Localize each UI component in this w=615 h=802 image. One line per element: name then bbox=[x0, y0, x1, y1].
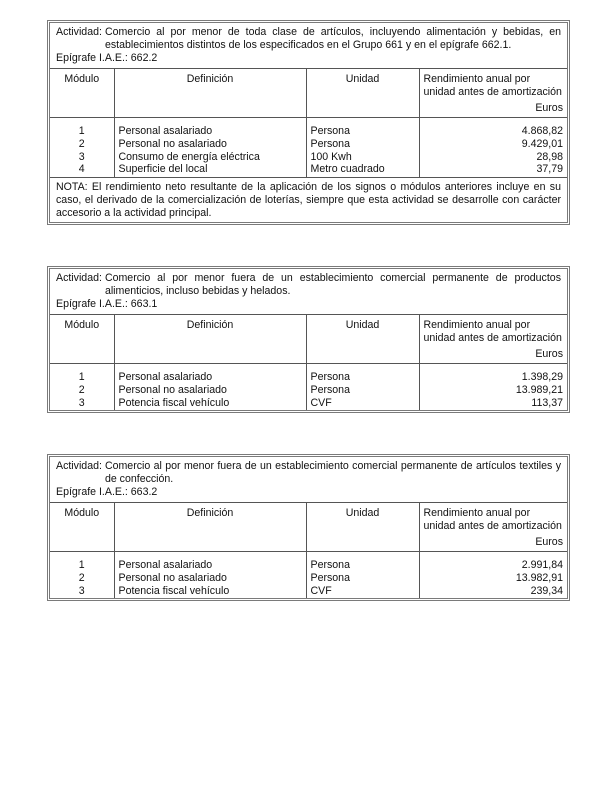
unidad-cell: 100 Kwh bbox=[306, 151, 419, 164]
rendimiento-label: Rendimiento anual por unidad antes de amortización bbox=[423, 319, 562, 344]
euros-label: Euros bbox=[535, 348, 563, 360]
table-row bbox=[50, 572, 567, 585]
valor-cell: 13.989,21 bbox=[515, 383, 563, 396]
table-row bbox=[50, 585, 567, 599]
modulo-cell: 3 bbox=[50, 585, 114, 599]
definicion-cell: Potencia fiscal vehículo bbox=[114, 397, 306, 411]
header-definicion: Definición bbox=[114, 69, 306, 118]
actividad-text: Comercio al por menor de toda clase de artículos, incluyendo alimentación y bebidas, en establecimientos distintos de los especificados en el Grupo 661 y en el epígrafe 662.1. bbox=[104, 26, 561, 51]
modulo-cell: 2 bbox=[50, 572, 114, 585]
activity-block-662-2 bbox=[47, 20, 570, 225]
activity-header bbox=[50, 23, 567, 69]
epigrafe: Epígrafe I.A.E.: 663.2 bbox=[56, 486, 158, 498]
modulo-cell: 2 bbox=[50, 384, 114, 397]
table-row bbox=[50, 384, 567, 397]
definicion-cell: Potencia fiscal vehículo bbox=[114, 585, 306, 599]
modules-table bbox=[50, 69, 567, 177]
activity-block-663-2 bbox=[47, 454, 570, 601]
valor-cell: 1.398,29 bbox=[521, 371, 563, 383]
definicion-cell: Personal asalariado bbox=[114, 118, 306, 138]
actividad-label: Actividad: bbox=[56, 272, 102, 284]
header-rendimiento bbox=[419, 315, 567, 364]
valor-cell: 37,79 bbox=[536, 163, 563, 176]
rendimiento-label: Rendimiento anual por unidad antes de amortización bbox=[423, 73, 562, 98]
valor-cell: 4.868,82 bbox=[521, 125, 563, 137]
unidad-cell: Persona bbox=[306, 364, 419, 384]
valor-cell: 13.982,91 bbox=[515, 571, 563, 584]
definicion-cell: Superficie del local bbox=[114, 163, 306, 177]
definicion-cell: Personal no asalariado bbox=[114, 384, 306, 397]
table-row bbox=[50, 552, 567, 572]
modules-table bbox=[50, 503, 567, 598]
definicion-cell: Personal no asalariado bbox=[114, 138, 306, 151]
modulo-cell: 1 bbox=[50, 552, 114, 572]
epigrafe: Epígrafe I.A.E.: 663.1 bbox=[56, 298, 158, 310]
valor-cell: 9.429,01 bbox=[521, 137, 563, 150]
valor-cell: 2.991,84 bbox=[521, 559, 563, 571]
rendimiento-label: Rendimiento anual por unidad antes de amortización bbox=[423, 507, 562, 532]
definicion-cell: Consumo de energía eléctrica bbox=[114, 151, 306, 164]
modulo-cell: 3 bbox=[50, 397, 114, 411]
definicion-cell: Personal no asalariado bbox=[114, 572, 306, 585]
actividad-text: Comercio al por menor fuera de un establecimiento comercial permanente de artículos textiles y de confección. bbox=[104, 460, 561, 485]
unidad-cell: Persona bbox=[306, 118, 419, 138]
activity-block-663-1 bbox=[47, 266, 570, 413]
unidad-cell: Persona bbox=[306, 572, 419, 585]
header-modulo: Módulo bbox=[50, 69, 114, 118]
actividad-text: Comercio al por menor fuera de un establecimiento comercial permanente de productos alimenticios, incluso bebidas y helados. bbox=[104, 272, 561, 297]
epigrafe: Epígrafe I.A.E.: 662.2 bbox=[56, 52, 158, 64]
header-rendimiento bbox=[419, 503, 567, 552]
modulo-cell: 2 bbox=[50, 138, 114, 151]
header-modulo: Módulo bbox=[50, 315, 114, 364]
header-definicion: Definición bbox=[114, 315, 306, 364]
valor-cell: 113,37 bbox=[531, 396, 563, 409]
valor-cell: 239,34 bbox=[530, 584, 563, 597]
actividad-label: Actividad: bbox=[56, 26, 102, 38]
header-unidad: Unidad bbox=[306, 69, 419, 118]
header-definicion: Definición bbox=[114, 503, 306, 552]
unidad-cell: Persona bbox=[306, 552, 419, 572]
definicion-cell: Personal asalariado bbox=[114, 552, 306, 572]
unidad-cell: Persona bbox=[306, 138, 419, 151]
euros-label: Euros bbox=[535, 102, 563, 114]
unidad-cell: Metro cuadrado bbox=[306, 163, 419, 177]
header-rendimiento bbox=[419, 69, 567, 118]
unidad-cell: CVF bbox=[306, 397, 419, 411]
table-row bbox=[50, 118, 567, 138]
activity-header bbox=[50, 457, 567, 503]
modulo-cell: 3 bbox=[50, 151, 114, 164]
definicion-cell: Personal asalariado bbox=[114, 364, 306, 384]
modulo-cell: 1 bbox=[50, 118, 114, 138]
unidad-cell: Persona bbox=[306, 384, 419, 397]
activity-header bbox=[50, 269, 567, 315]
modulo-cell: 4 bbox=[50, 163, 114, 177]
header-modulo: Módulo bbox=[50, 503, 114, 552]
unidad-cell: CVF bbox=[306, 585, 419, 599]
modulo-cell: 1 bbox=[50, 364, 114, 384]
valor-cell: 28,98 bbox=[536, 150, 563, 163]
header-unidad: Unidad bbox=[306, 315, 419, 364]
table-row bbox=[50, 397, 567, 411]
table-row bbox=[50, 151, 567, 164]
modules-table bbox=[50, 315, 567, 410]
nota: NOTA: El rendimiento neto resultante de la aplicación de los signos o módulos anteriores incluye en su caso, el derivado de la comercialización de loterías, siempre que esta actividad se desarrolle con carácter accesorio a la actividad principal. bbox=[50, 177, 567, 222]
table-row bbox=[50, 364, 567, 384]
euros-label: Euros bbox=[535, 536, 563, 548]
table-row bbox=[50, 138, 567, 151]
header-unidad: Unidad bbox=[306, 503, 419, 552]
table-row bbox=[50, 163, 567, 177]
actividad-label: Actividad: bbox=[56, 460, 102, 472]
